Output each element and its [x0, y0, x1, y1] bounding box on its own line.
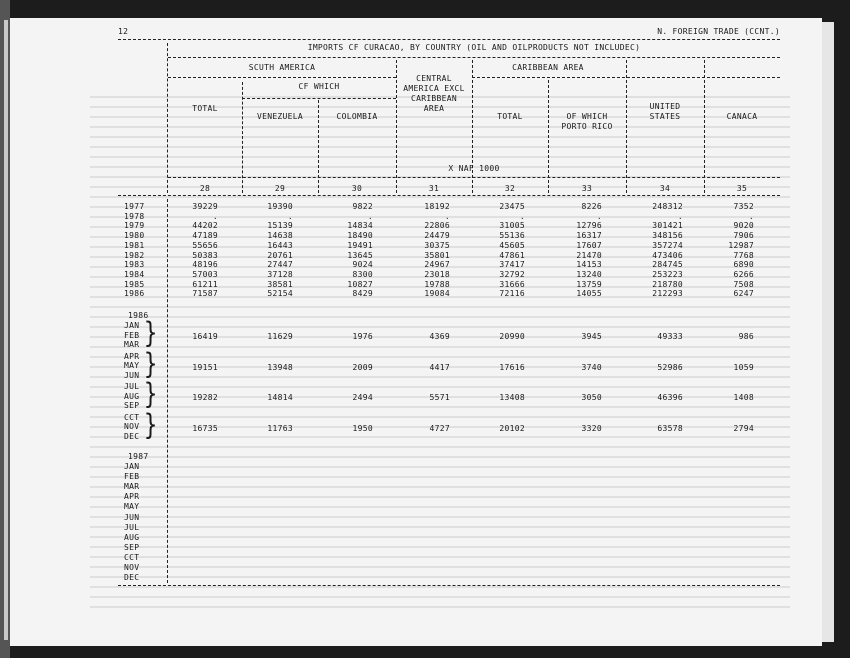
table-cell: 301421	[652, 221, 683, 231]
vline-porto-rico	[548, 80, 549, 193]
next-page-edge	[822, 22, 834, 642]
group-caribbean: CARIBBEAN AREA	[512, 63, 584, 72]
table-cell: 7906	[733, 231, 754, 241]
table-cell: 9020	[733, 221, 754, 231]
table-cell: .	[367, 211, 373, 221]
month-label: FEB	[124, 330, 140, 340]
table-cell: 20761	[267, 250, 293, 260]
quarter-brace: }	[144, 408, 158, 442]
table-cell: 44202	[192, 221, 218, 231]
table-cell: 16317	[576, 231, 602, 241]
table-cell: 30375	[424, 240, 450, 250]
table-cell: 13408	[499, 393, 525, 402]
table-cell: 8300	[352, 269, 373, 279]
section-header: N. FOREIGN TRADE (CCNT.)	[657, 27, 780, 36]
table-cell: 47189	[192, 231, 218, 241]
row-year-label: 1980	[124, 231, 145, 241]
table-cell: 47861	[499, 250, 525, 260]
vline-stub	[167, 43, 168, 193]
document-page	[10, 18, 822, 646]
month-label: JAN	[124, 321, 140, 330]
table-cell: .	[596, 211, 602, 221]
table-cell: 4417	[429, 362, 450, 372]
table-cell: 23018	[424, 269, 450, 279]
table-cell: 27447	[267, 260, 293, 270]
table-cell: 13645	[347, 250, 373, 260]
table-cell: 7508	[733, 279, 754, 289]
table-cell: 17616	[499, 362, 525, 372]
table-cell: 72116	[499, 289, 525, 299]
month-label: JUL	[124, 382, 140, 391]
month-label: DEC	[124, 431, 140, 441]
table-cell: 253223	[652, 269, 683, 279]
table-cell: 16735	[192, 423, 218, 433]
table-cell: 11629	[267, 332, 293, 341]
table-cell: 45605	[499, 240, 525, 250]
table-cell: 9822	[352, 202, 373, 211]
table-cell: 14638	[267, 231, 293, 241]
table-cell: 248312	[652, 202, 683, 211]
col-num-34: 34	[659, 184, 671, 193]
table-cell: 48196	[192, 260, 218, 270]
page-stack-edge	[4, 20, 8, 640]
table-cell: .	[444, 211, 450, 221]
col-num-33: 33	[581, 184, 593, 193]
table-cell: 35801	[424, 250, 450, 260]
col-num-29: 29	[274, 184, 286, 193]
table-cell: 49333	[657, 332, 683, 341]
header-central-america-3: CARIBBEAN	[410, 94, 458, 103]
row-year-label: 1981	[124, 240, 145, 250]
year-label-1986: 1986	[128, 311, 149, 320]
table-cell: 19788	[424, 279, 450, 289]
table-cell: 348156	[652, 231, 683, 241]
vline-united-states	[626, 60, 627, 193]
row-year-label: 1985	[124, 279, 145, 289]
table-cell: 55136	[499, 231, 525, 241]
group-south-america: SCUTH AMERICA	[248, 63, 316, 72]
col-label-venezuela: VENEZUELA	[256, 112, 304, 121]
col-label-porto-rico-2: PORTO RICO	[561, 122, 613, 131]
month-label: JUL	[124, 522, 140, 532]
month-label: APR	[124, 492, 140, 502]
month-label: JAN	[124, 462, 140, 471]
table-cell: 4369	[429, 332, 450, 341]
col-label-canada: CANACA	[726, 112, 758, 121]
table-cell: 1976	[352, 332, 373, 341]
table-cell: 61211	[192, 279, 218, 289]
table-cell: 11763	[267, 423, 293, 433]
month-label: NOV	[124, 422, 140, 432]
table-cell: 9024	[352, 260, 373, 270]
table-cell: .	[677, 211, 683, 221]
year-label-1987: 1987	[128, 452, 149, 461]
row-year-label: 1983	[124, 260, 145, 270]
table-cell: 2009	[352, 362, 373, 372]
table-cell: 63578	[657, 423, 683, 433]
table-cell: 31666	[499, 279, 525, 289]
table-cell: 284745	[652, 260, 683, 270]
month-label: CCT	[124, 412, 140, 422]
row-year-label: 1977	[124, 202, 145, 211]
table-cell: 19084	[424, 289, 450, 299]
table-cell: 21470	[576, 250, 602, 260]
quarter-brace: }	[144, 347, 158, 381]
row-year-label: 1982	[124, 250, 145, 260]
table-cell: 17607	[576, 240, 602, 250]
table-cell: 14814	[267, 393, 293, 402]
month-label: AUG	[124, 532, 140, 542]
table-cell: 46396	[657, 393, 683, 402]
table-cell: 14834	[347, 221, 373, 231]
unit-rule	[168, 177, 780, 178]
table-cell: 7768	[733, 250, 754, 260]
table-cell: .	[748, 211, 754, 221]
row-year-label: 1986	[124, 289, 145, 299]
table-cell: 20102	[499, 423, 525, 433]
table-cell: 13948	[267, 362, 293, 372]
col-num-28: 28	[199, 184, 211, 193]
table-cell: 15139	[267, 221, 293, 231]
rule-of-which	[242, 98, 396, 99]
col-label-total-sa: TOTAL	[192, 104, 218, 113]
month-label: CCT	[124, 552, 140, 562]
vline-central	[396, 60, 397, 193]
table-cell: 8226	[581, 202, 602, 211]
table-cell: 6890	[733, 260, 754, 270]
table-cell: 19282	[192, 393, 218, 402]
table-cell: 57003	[192, 269, 218, 279]
table-cell: 55656	[192, 240, 218, 250]
vline-venezuela	[242, 82, 243, 193]
table-title: IMPORTS CF CURACAO, BY COUNTRY (OIL AND OILPRODUCTS NOT INCLUDEC)	[307, 43, 641, 52]
header-rule	[118, 39, 780, 40]
table-cell: 14055	[576, 289, 602, 299]
table-cell: 4727	[429, 423, 450, 433]
month-label: SEP	[124, 542, 140, 552]
title-rule	[168, 57, 780, 58]
row-year-label: 1978	[124, 211, 145, 221]
col-label-united-states-2: STATES	[649, 112, 681, 121]
month-label: SEP	[124, 401, 140, 411]
table-cell: 39229	[192, 202, 218, 211]
table-cell: 71587	[192, 289, 218, 299]
table-cell: 13240	[576, 269, 602, 279]
month-label: MAR	[124, 482, 140, 492]
quarter-brace: }	[144, 378, 158, 411]
month-label: NOV	[124, 563, 140, 572]
month-label: FEB	[124, 472, 140, 482]
header-central-america-4: AREA	[423, 104, 445, 113]
table-cell: 12796	[576, 221, 602, 231]
table-cell: 986	[738, 332, 754, 341]
month-label: MAR	[124, 340, 140, 350]
table-cell: 3945	[581, 332, 602, 341]
vline-canada	[704, 60, 705, 193]
table-cell: 18192	[424, 202, 450, 211]
table-cell: 50383	[192, 250, 218, 260]
col-label-colombia: COLOMBIA	[336, 112, 378, 121]
row-year-label: 1984	[124, 269, 145, 279]
table-cell: 2494	[352, 393, 373, 402]
col-label-united-states-1: UNITED	[649, 102, 681, 111]
table-cell: 20990	[499, 332, 525, 341]
table-cell: 212293	[652, 289, 683, 299]
table-cell: 8429	[352, 289, 373, 299]
table-cell: 5571	[429, 393, 450, 402]
table-cell: 37128	[267, 269, 293, 279]
month-label: JUN	[124, 512, 140, 522]
month-label: AUG	[124, 391, 140, 401]
table-cell: 19151	[192, 362, 218, 372]
table-cell: .	[287, 211, 293, 221]
table-cell: 38581	[267, 279, 293, 289]
table-cell: .	[519, 211, 525, 221]
quarter-brace: }	[144, 317, 158, 350]
table-cell: 16419	[192, 332, 218, 341]
col-num-32: 32	[504, 184, 516, 193]
table-cell: 19491	[347, 240, 373, 250]
table-cell: 3320	[581, 423, 602, 433]
col-num-30: 30	[351, 184, 363, 193]
table-cell: 473406	[652, 250, 683, 260]
month-label: MAY	[124, 502, 140, 512]
table-cell: 52154	[267, 289, 293, 299]
col-num-31: 31	[428, 184, 440, 193]
table-cell: 22806	[424, 221, 450, 231]
unit-label: X NAF 1000	[448, 164, 500, 173]
col-label-porto-rico-1: OF WHICH	[566, 112, 608, 121]
table-cell: 3050	[581, 393, 602, 402]
vline-colombia	[318, 100, 319, 193]
table-cell: 37417	[499, 260, 525, 270]
table-cell: 31005	[499, 221, 525, 231]
col-label-total-carib: TOTAL	[497, 112, 523, 121]
month-label: APR	[124, 351, 140, 361]
header-central-america-2: AMERICA EXCL	[403, 84, 465, 93]
header-central-america-1: CENTRAL	[416, 74, 452, 83]
vline-caribbean	[472, 60, 473, 193]
table-cell: 1950	[352, 423, 373, 433]
table-cell: 6247	[733, 289, 754, 299]
table-cell: 1059	[733, 362, 754, 372]
col-num-35: 35	[736, 184, 748, 193]
table-cell: 18490	[347, 231, 373, 241]
table-bottom-rule	[118, 585, 780, 586]
table-cell: 10827	[347, 279, 373, 289]
table-cell: 357274	[652, 240, 683, 250]
rule-south-america	[168, 77, 396, 78]
row-year-label: 1979	[124, 221, 145, 231]
header-bottom-rule	[118, 195, 780, 196]
month-label: MAY	[124, 361, 140, 371]
table-cell: 1408	[733, 393, 754, 402]
table-cell: 6266	[733, 269, 754, 279]
table-cell: 7352	[733, 202, 754, 211]
table-cell: 3740	[581, 362, 602, 372]
group-of-which: CF WHICH	[298, 82, 340, 91]
table-cell: 32792	[499, 269, 525, 279]
table-cell: 23475	[499, 202, 525, 211]
table-cell: 24479	[424, 231, 450, 241]
table-cell: 218780	[652, 279, 683, 289]
table-cell: 12987	[728, 240, 754, 250]
table-cell: 19390	[267, 202, 293, 211]
table-cell: .	[212, 211, 218, 221]
month-label: JUN	[124, 370, 140, 380]
table-cell: 16443	[267, 240, 293, 250]
page-number: 12	[118, 27, 129, 36]
table-cell: 13759	[576, 279, 602, 289]
table-cell: 14153	[576, 260, 602, 270]
table-cell: 2794	[733, 423, 754, 433]
table-cell: 24967	[424, 260, 450, 270]
month-label: DEC	[124, 573, 140, 583]
table-cell: 52986	[657, 362, 683, 372]
